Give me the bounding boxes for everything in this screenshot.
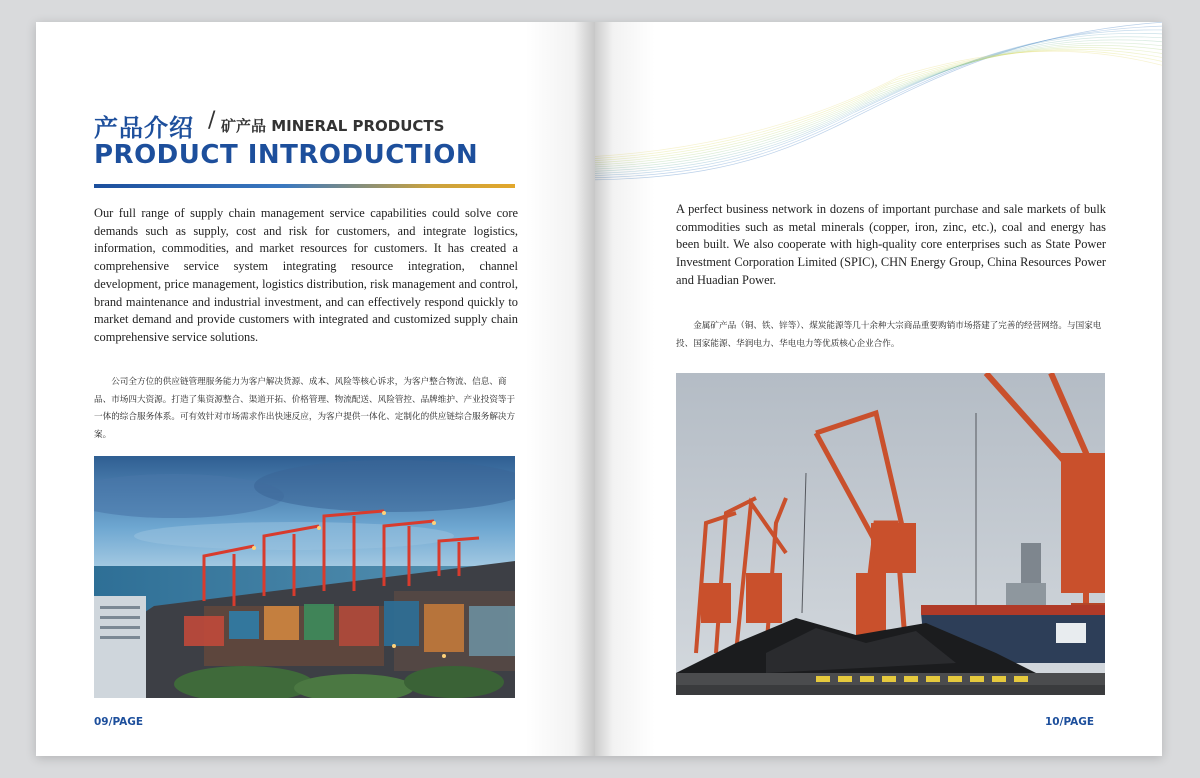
right-gutter-shadow <box>595 22 655 756</box>
network-paragraph-zh: 金属矿产品（铜、铁、锌等）、煤炭能源等几十余种大宗商品重要购销市场搭建了完善的经营网络。与国家电投、国家能源、华润电力、华电电力等优质核心企业合作。 <box>676 321 1102 349</box>
container-port-photo <box>94 456 515 698</box>
intro-paragraph-zh: 公司全方位的供应链管理服务能力为客户解决货源、成本、风险等核心诉求，为客户整合物流、信息、商品、市场四大资源。打造了集资源整合、渠道开拓、价格管理、物流配送、风险管控、品牌维护、产业投资等于一体的综合服务体系。可有效针对市场需求作出快速反应，为客户提供一体化、定制化的供应链综合服务解决方案。 <box>94 377 516 440</box>
page-number-right: 10/PAGE <box>1045 716 1095 728</box>
title-gradient-rule <box>94 184 515 188</box>
coal-port-cranes-photo <box>676 373 1105 695</box>
page-title-zh: 产品介绍 <box>94 114 194 142</box>
page-number-left: 09/PAGE <box>94 716 144 728</box>
left-page <box>36 22 595 756</box>
left-gutter-shadow <box>525 22 595 756</box>
decorative-wave-lines <box>595 22 1162 202</box>
intro-paragraph-en: Our full range of supply chain management service capabilities could solve core demands such as supply, cost and risk for customers, and integrate logistics, information, commodities, and market resources for customers. It has created a comprehensive service system integrating resource integration, channel development, price management, logistics distribution, risk management and control, brand maintenance and industrial investment, and can effectively respond quickly to market demand and provide customers with integrated and customized supply chain comprehensive service solutions. <box>94 206 518 344</box>
section-subtitle: 矿产品 MINERAL PRODUCTS <box>221 117 445 135</box>
brochure-spread <box>36 22 1162 756</box>
page-title-en: PRODUCT INTRODUCTION <box>94 140 479 170</box>
title-divider-slash: / <box>208 108 216 133</box>
network-paragraph-en: A perfect business network in dozens of important purchase and sale markets of bulk commodities such as metal minerals (copper, iron, zinc, etc.), coal and energy has been built. We also cooperate with high-quality core enterprises such as State Power Investment Corporation Limited (SPIC), CHN Energy Group, China Resources Power and Huadian Power. <box>676 202 1106 287</box>
right-page <box>595 22 1162 756</box>
